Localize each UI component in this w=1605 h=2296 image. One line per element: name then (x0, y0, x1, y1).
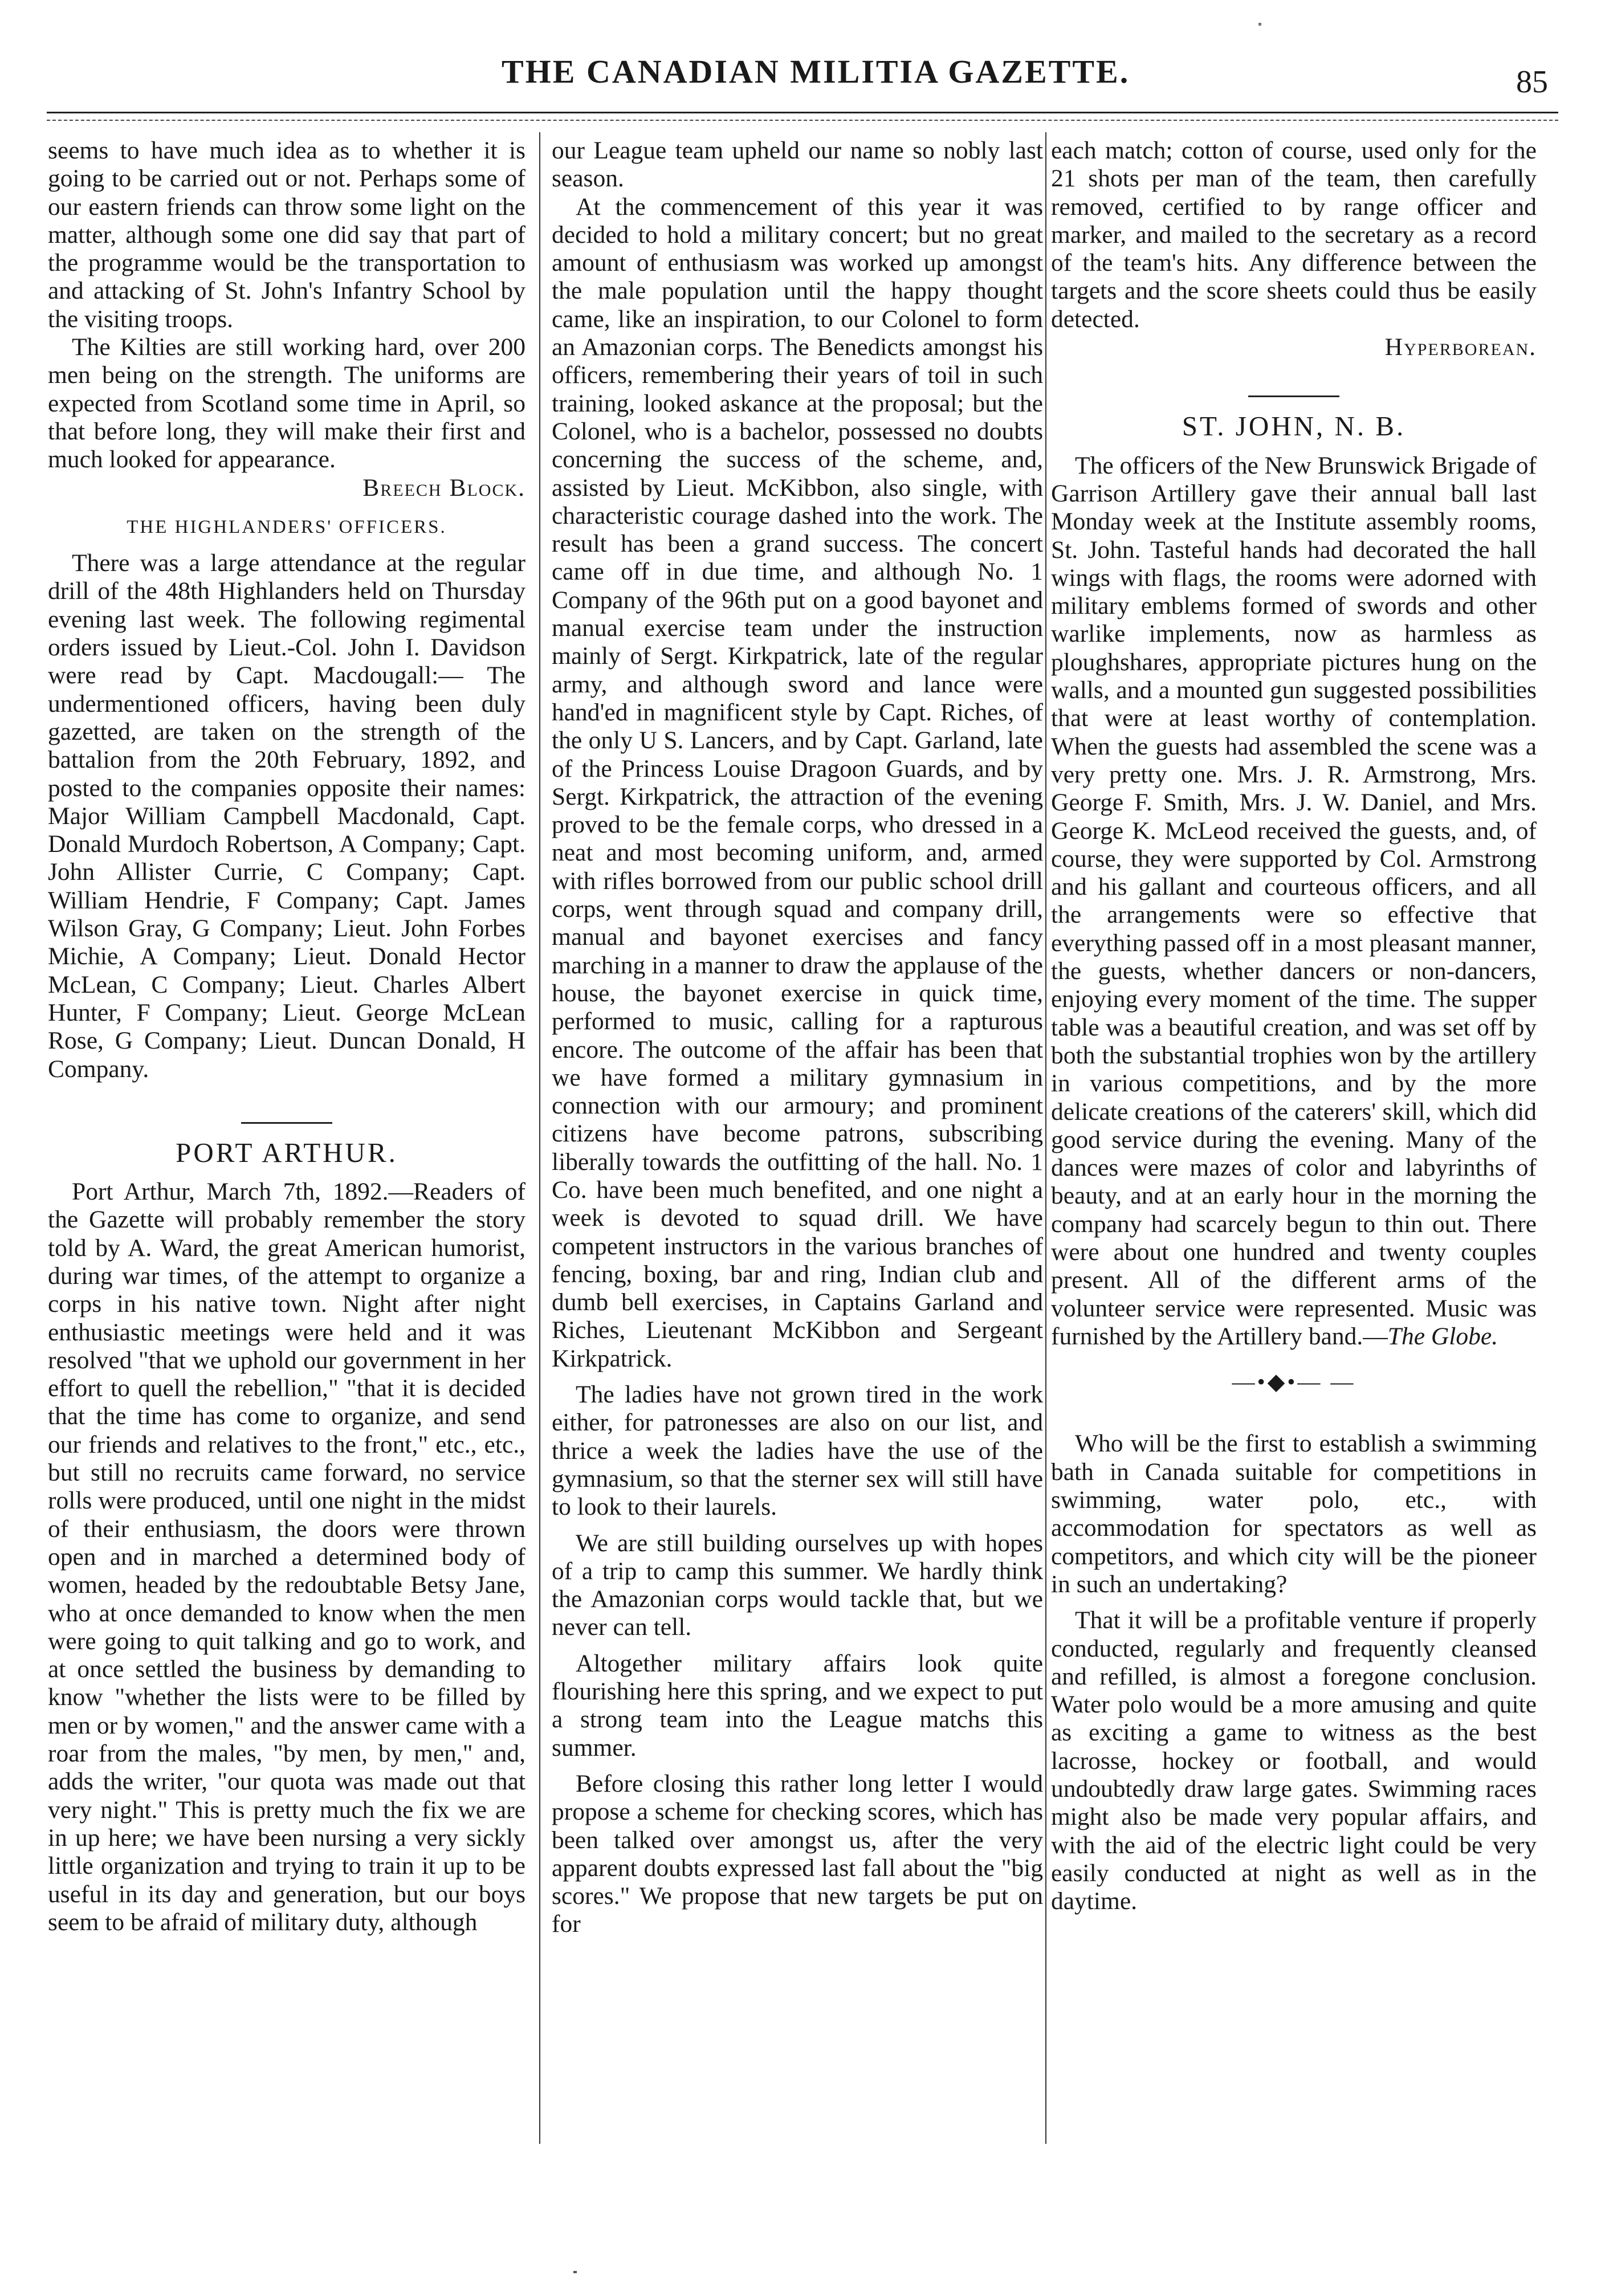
source-credit: The Globe. (1387, 1322, 1498, 1350)
paragraph: seems to have much idea as to whether it is going to be carried out or not. Perhaps some of our eastern friends can throw some light on the matter, although some one did say that part of the programme would be the transportation to and attacking of St. John's Infantry School by the visiting troops. (48, 137, 526, 333)
paragraph: Altogether military affairs look quite flourishing here this spring, and we expect to put a strong team into the League matchs this summer. (552, 1649, 1043, 1761)
paragraph: There was a large attendance at the regular drill of the 48th Highlanders held on Thursday evening last week. The following regimental orders issued by Lieut.-Col. John I. Davidson were read by Capt. Macdougall:— The undermentioned officers, having been duly gazetted, are taken on the strength of the battalion from the 20th February, 1892, and posted to the companies opposite their names: Major William Campbell Macdonald, Capt. Donald Murdoch Robertson, A Company; Capt. John Allister Currie, C Company; Capt. William Hendrie, F Company; Capt. James Wilson Gray, G Company; Lieut. John Forbes Michie, A Company; Lieut. Donald Hector McLean, C Company; Lieut. Charles Albert Hunter, F Company; Lieut. George McLean Rose, G Company; Lieut. Duncan Donald, H Company. (48, 549, 526, 1083)
paragraph-text: The Kilties are still working hard, over 200 men being on the strength. The uniforms are expected from Scotland some time in April, so that before long, they will make their first and much looked for appearance. (48, 333, 526, 474)
paragraph: The ladies have not grown tired in the work either, for patronesses are also on our list, and thrice a week the ladies have the use of the gymnasium, so that the sterner sex will still have to look to their laurels. (552, 1381, 1043, 1521)
column-divider (1045, 132, 1046, 2144)
column-divider (539, 132, 540, 2144)
page-header (0, 0, 1605, 142)
paragraph: Port Arthur, March 7th, 1892.—Readers of the Gazette will probably remember the story told by A. Ward, the great American humorist, during war times, of the attempt to organize a corps in his native town. Night after night enthusiastic meetings were held and it was resolved "that we uphold our government in her effort to quell the rebellion," "that it is decided that the time has come to organize, and send our friends and relatives to the front," etc., etc., but still no recruits came forward, no service rolls were produced, until one night in the midst of their enthusiasm, the doors were thrown open and in marched a determined body of women, headed by the redoubtable Betsy Jane, who at once demanded to know when the men were going to quit talking and go to work, and at once settled the business by demanding to know "whether the lists were to be filled by men or by women," and the answer came with a roar from the males, "by men, by men," and, adds the writer, "our quota was made out that very night." This is pretty much the fix we are in up here; we have been nursing a very sickly little organization and trying to train it up to be useful in its day and generation, but our boys seem to be afraid of military duty, although (48, 1178, 526, 1936)
header-dashed-rule (47, 120, 1558, 121)
ornament-divider: —•◆•— — (1232, 1369, 1356, 1395)
paragraph (48, 333, 526, 502)
paragraph: At the commencement of this year it was decided to hold a military concert; but no great amount of enthusiasm was worked up amongst the male population until the happy thought came, like an inspiration, to our Colonel to form an Amazonian corps. The Benedicts amongst his officers, remembering their years of toil in such training, looked askance at the proposal; but the Colonel, who is a bachelor, possessed no doubts concerning the success of the scheme, and, assisted by Lieut. McKibbon, also single, with characteristic courage dashed into the work. The result has been a grand success. The concert came off in due time, and although No. 1 Company of the 96th put on a good bayonet and manual exercise team under the instruction mainly of Sergt. Kirkpatrick, late of the regular army, and although sword and lance were hand'ed in magnificent style by Capt. Riches, of the only U S. Lancers, and by Capt. Garland, late of the Princess Louise Dragoon Guards, and by Sergt. Kirkpatrick, the attraction of the evening proved to be the female corps, who dressed in a neat and most becoming uniform, and, armed with rifles borrowed from our public school drill corps, went through squad and company drill, manual and bayonet exercises and fancy marching in a manner to draw the applause of the house, the bayonet exercise in quick time, performed to music, calling for a rapturous encore. The outcome of the affair has been that we have formed a military gymnasium in connection with our armoury; and prominent citizens have become patrons, subscribing liberally towards the outfitting of the hall. No. 1 Co. have been much benefited, and one night a week is devoted to squad drill. We have competent instructors in the various branches of fencing, boxing, bar and ring, Indian club and dumb bell exercises, in Captains Garland and Riches, Lieutenant McKibbon and Sergeant Kirkpatrick. (552, 193, 1043, 1372)
paragraph: Before closing this rather long letter I would propose a scheme for checking scores, which has been talked over amongst us, after the very apparent doubts expressed last fall about the "big scores." We propose that new targets be put on for (552, 1769, 1043, 1938)
paragraph-text: each match; cotton of course, used only for the 21 shots per man of the team, then carefully removed, certified to by range officer and marker, and mailed to the secretary as a record of the team's hits. Any difference between the targets and the score sheets could thus be easily detected. (1051, 137, 1537, 333)
print-speck (1258, 23, 1261, 26)
paragraph: Who will be the first to establish a swimming bath in Canada suitable for competitions in swimming, water polo, etc., with accommodation for spectators as well as competitors, and which city will be the pioneer in such an undertaking? (1051, 1430, 1537, 1598)
column-middle (552, 137, 1043, 2120)
column-left (48, 137, 526, 2120)
signature: Breech Block. (362, 474, 526, 501)
section-divider (1248, 395, 1339, 397)
paragraph (1051, 452, 1537, 1351)
paragraph: our League team upheld our name so nobly last season. (552, 137, 1043, 193)
paragraph (1051, 137, 1537, 361)
paragraph: That it will be a profitable venture if properly conducted, regularly and frequently cleansed and refilled, is almost a foregone conclusion. Water polo would be a more amusing and quite as exciting a game to witness as the best lacrosse, hockey or football, and would undoubtedly draw large gates. Swimming races might also be made very popular affairs, and with the aid of the electric light could be very easily conducted at night as well as in the daytime. (1051, 1606, 1537, 1915)
section-subhead: THE HIGHLANDERS' OFFICERS. (127, 516, 447, 537)
paragraph: We are still building ourselves up with hopes of a trip to camp this summer. We hardly think the Amazonian corps would tackle that, but we never can tell. (552, 1529, 1043, 1641)
print-speck (573, 2271, 577, 2273)
header-rule (47, 112, 1558, 113)
section-heading: ST. JOHN, N. B. (1182, 410, 1406, 442)
signature: Hyperborean. (1384, 333, 1537, 361)
masthead-title: THE CANADIAN MILITIA GAZETTE. (502, 53, 1130, 90)
paragraph-text: The officers of the New Brunswick Brigade of Garrison Artillery gave their annual ball last Monday week at the Institute assembly rooms, St. John. Tasteful hands had decorated the hall wings with flags, the rooms were adorned with military emblems formed of swords and other warlike implements, now as harmless as ploughshares, appropriate pictures hung on the walls, and a mounted gun suggested possibilities that were at least worthy of contemplation. When the guests had assembled the scene was a very pretty one. Mrs. J. R. Armstrong, Mrs. George F. Smith, Mrs. J. W. Daniel, and Mrs. George K. McLeod received the guests, and, of course, they were supported by Col. Armstrong and his gallant and courteous officers, and all the arrangements were so effective that everything passed off in a most pleasant manner, the guests, whether dancers or non-dancers, enjoying every moment of the time. The supper table was a beautiful creation, and was set off by both the substantial trophies won by the artillery in various competitions, and by the more delicate creations of the caterers' skill, which did good service during the evening. Many of the dances were mazes of color and labyrinths of beauty, and at an early hour in the morning the company had scarcely begun to thin out. There were about one hundred and twenty couples present. All of the different arms of the volunteer service were represented. Music was furnished by the Artillery band.— (1051, 451, 1537, 1350)
page-number: 85 (1516, 64, 1548, 100)
section-heading: PORT ARTHUR. (176, 1136, 398, 1168)
column-right (1051, 137, 1537, 2120)
section-divider (241, 1122, 332, 1124)
